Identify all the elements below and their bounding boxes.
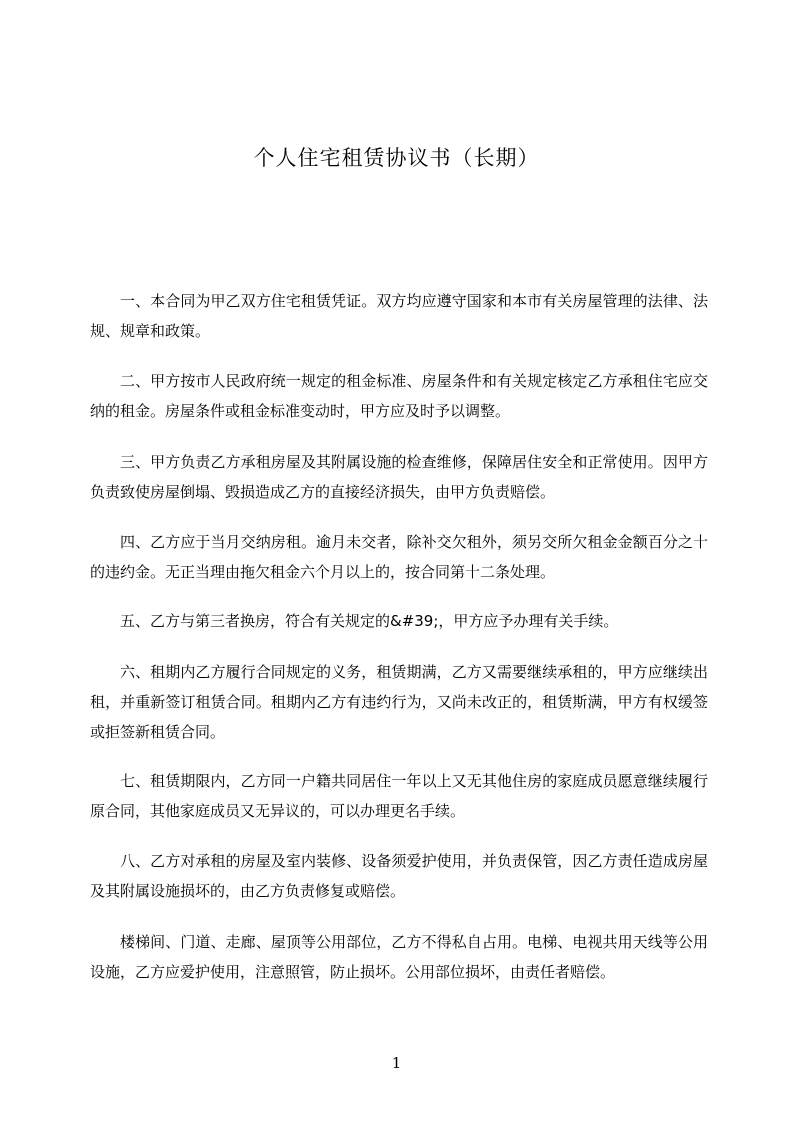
document-title: 个人住宅租赁协议书（长期） [253,146,540,170]
clause-common-areas: 楼梯间、门道、走廊、屋顶等公用部位，乙方不得私自占用。电梯、电视共用天线等公用设施，乙方应爱护使用，注意照管，防止损坏。公用部位损坏，由责任者赔偿。 [90,933,708,981]
clause-3: 三、甲方负责乙方承租房屋及其附属设施的检查维修，保障居住安全和正常使用。因甲方负责致使房屋倒塌、毁损造成乙方的直接经济损失，由甲方负责赔偿。 [90,453,708,501]
clause-2: 二、甲方按市人民政府统一规定的租金标准、房屋条件和有关规定核定乙方承租住宅应交纳的租金。房屋条件或租金标准变动时，甲方应及时予以调整。 [90,372,708,420]
clause-7: 七、租赁期限内，乙方同一户籍共同居住一年以上又无其他住房的家庭成员愿意继续履行原合同，其他家庭成员又无异议的，可以办理更名手续。 [90,772,708,820]
clause-8: 八、乙方对承租的房屋及室内装修、设备须爱护使用，并负责保管，因乙方责任造成房屋及其附属设施损坏的，由乙方负责修复或赔偿。 [90,852,708,900]
clause-1: 一、本合同为甲乙双方住宅租赁凭证。双方均应遵守国家和本市有关房屋管理的法律、法规、规章和政策。 [90,292,708,340]
clause-5: 五、乙方与第三者换房，符合有关规定的&#39;，甲方应予办理有关手续。 [120,612,619,630]
clause-6: 六、租期内乙方履行合同规定的义务，租赁期满，乙方又需要继续承租的，甲方应继续出租，并重新签订租赁合同。租期内乙方有违约行为，又尚未改正的，租赁斯满，甲方有权缓签或拒签新租赁合同。 [90,663,708,741]
clause-4: 四、乙方应于当月交纳房租。逾月未交者，除补交欠租外，须另交所欠租金金额百分之十的违约金。无正当理由拖欠租金六个月以上的，按合同第十二条处理。 [90,533,708,581]
page-number: 1 [391,1054,402,1072]
